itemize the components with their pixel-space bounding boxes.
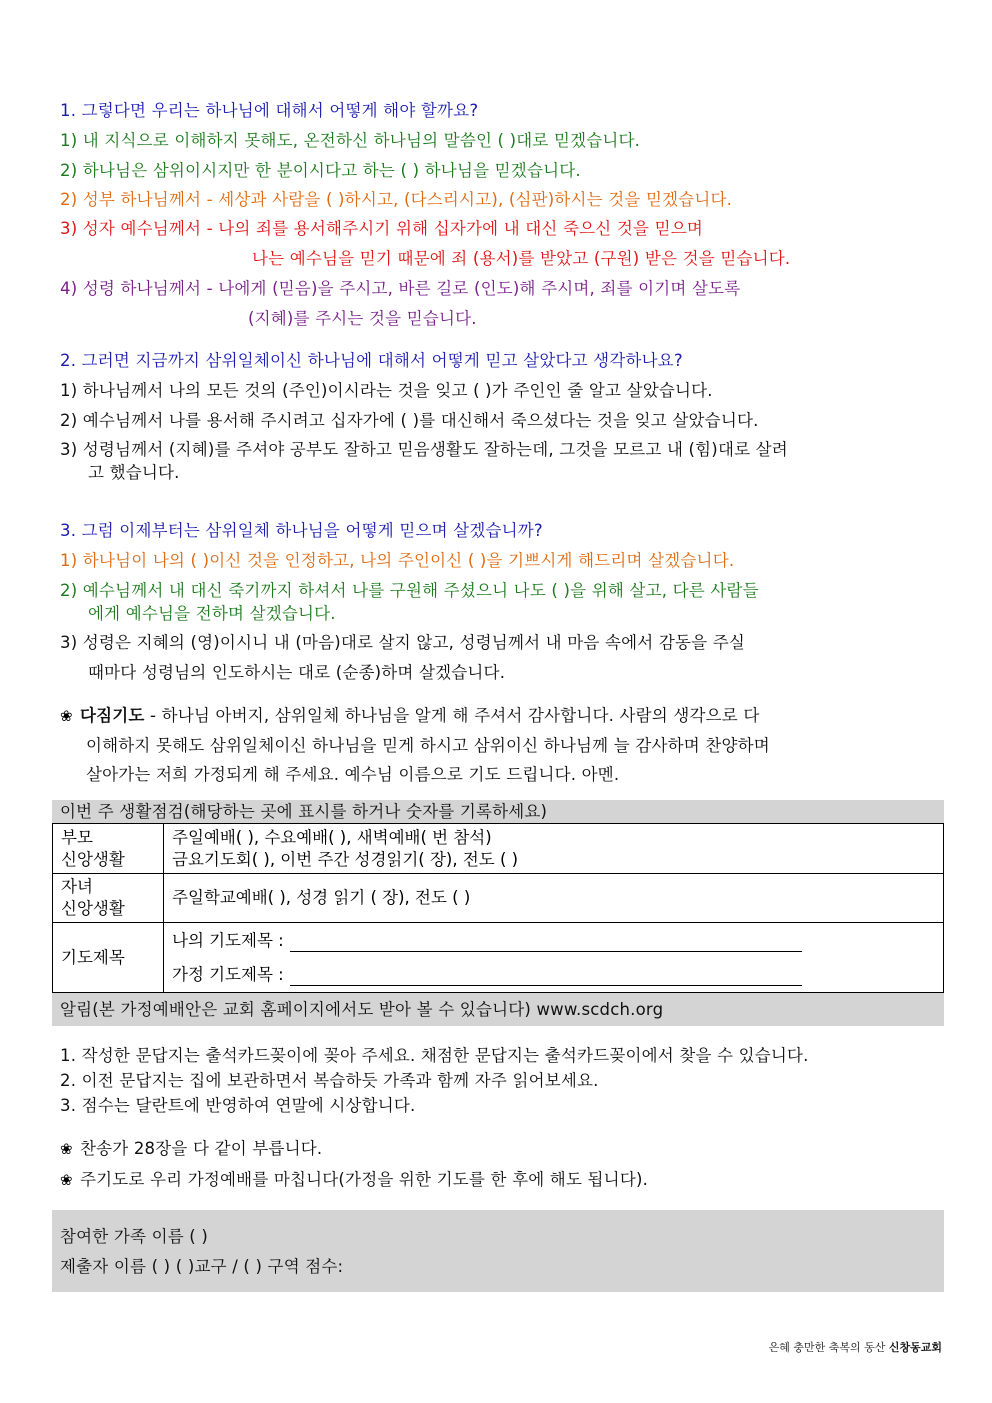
- checklist-header: [52, 800, 944, 823]
- prayer-topics-fields: [164, 923, 944, 993]
- section1-question: 1. 그렇다면 우리는 하나님에 대해서 어떻게 해야 할까요?: [60, 101, 479, 120]
- parents-fields[interactable]: [164, 824, 944, 874]
- footer-slogan: 은혜 충만한 축복의 동산: [768, 1341, 889, 1354]
- section3-answer-3-cont: 때마다 성령님의 인도하시는 대로 (순종)하며 살겠습니다.: [88, 663, 506, 682]
- parents-label: 부모 신앙생활: [53, 824, 164, 874]
- checklist-instructions: (해당하는 곳에 표시를 하거나 숫자를 기록하세요): [183, 802, 548, 821]
- my-prayer-blank[interactable]: [290, 935, 802, 952]
- section3-answer-1: 1) 하나님이 나의 ( )이신 것을 인정하고, 나의 주인이신 ( )을 기쁘시게 해드리며 살겠습니다.: [60, 551, 735, 570]
- section1-answer-2: 2) 하나님은 삼위이시지만 한 분이시다고 하는 ( ) 하나님을 믿겠습니다.: [60, 161, 581, 180]
- family-prayer-blank[interactable]: [290, 969, 802, 986]
- family-prayer-line: [172, 964, 935, 986]
- section1-answer-5-cont: (지혜)를 주시는 것을 믿습니다.: [248, 309, 477, 328]
- hymn-line: [60, 1138, 322, 1160]
- notice-title: 알림: [60, 1000, 93, 1019]
- commitment-prayer-text-1: - 하나님 아버지, 삼위일체 하나님을 알게 해 주셔서 감사합니다. 사람의 생각으로 다: [144, 706, 760, 725]
- footer: [769, 1339, 942, 1355]
- children-fields[interactable]: [164, 874, 944, 923]
- section3-answer-2: 2) 예수님께서 내 대신 죽기까지 하셔서 나를 구원해 주셨으니 나도 ( )을 위해 살고, 다른 사람들: [60, 581, 759, 600]
- children-worship-line: 주일학교예배( ), 성경 읽기 ( 장), 전도 ( ): [172, 888, 471, 907]
- notice-bar: [52, 993, 944, 1026]
- section1-answer-4-cont: 나는 예수님을 믿기 때문에 죄 (용서)를 받았고 (구원) 받은 것을 믿습니다.: [252, 249, 791, 268]
- children-label: 자녀 신앙생활: [53, 874, 164, 923]
- lords-prayer-note: (가정을 위한 기도를 한 후에 해도 됩니다).: [338, 1170, 649, 1189]
- section2-answer-1: 1) 하나님께서 나의 모든 것의 (주인)이시라는 것을 잊고 ( )가 주인인 줄 알고 살았습니다.: [60, 381, 713, 400]
- family-names-field[interactable]: 참여한 가족 이름 ( ): [60, 1227, 209, 1246]
- lords-prayer-text: 주기도로 우리 가정예배를 마칩니다: [80, 1170, 339, 1189]
- parents-worship-line: 주일예배( ), 수요예배( ), 새벽예배( 번 참석): [172, 827, 492, 847]
- church-name: 신창동교회: [888, 1341, 942, 1354]
- prayer-topics-row: [53, 923, 944, 993]
- parents-row: [53, 824, 944, 874]
- hymn-text: 찬송가 28장을 다 같이 부릅니다.: [80, 1139, 323, 1158]
- section1-answer-5: 4) 성령 하나님께서 - 나에게 (믿음)을 주시고, 바른 길로 (인도)해 주시며, 죄를 이기며 살도록: [60, 279, 741, 298]
- lords-prayer-line: [60, 1169, 648, 1191]
- flower-icon: ❀: [60, 707, 73, 725]
- checklist-title: 이번 주 생활점검: [60, 802, 184, 821]
- instruction-2: 2. 이전 문답지는 집에 보관하면서 복습하듯 가족과 함께 자주 읽어보세요.: [60, 1071, 599, 1090]
- my-prayer-label: 나의 기도제목 :: [172, 930, 284, 950]
- parents-prayer-line: 금요기도회( ), 이번 주간 성경읽기( 장), 전도 ( ): [172, 849, 519, 869]
- commitment-prayer-line-2: 이해하지 못해도 삼위일체이신 하나님을 믿게 하시고 삼위이신 하나님께 늘 감사하며 찬양하며: [86, 736, 770, 755]
- commitment-prayer-line-1: [60, 705, 760, 727]
- flower-icon: ❀: [60, 1171, 73, 1189]
- instruction-1: 1. 작성한 문답지는 출석카드꽂이에 꽂아 주세요. 채점한 문답지는 출석카드꽂이에서 찾을 수 있습니다.: [60, 1046, 809, 1065]
- section2-answer-3-cont: 고 했습니다.: [88, 463, 180, 482]
- submission-box: [52, 1210, 944, 1292]
- section3-question: 3. 그럼 이제부터는 삼위일체 하나님을 어떻게 믿으며 살겠습니까?: [60, 521, 543, 540]
- section2-answer-3: 3) 성령님께서 (지혜)를 주셔야 공부도 잘하고 믿음생활도 잘하는데, 그것을 모르고 내 (힘)대로 살려: [60, 440, 788, 459]
- prayer-topics-label: 기도제목: [53, 923, 164, 993]
- submitter-field[interactable]: 제출자 이름 ( ) ( )교구 / ( ) 구역 점수:: [60, 1257, 344, 1276]
- section3-answer-2-cont: 에게 예수님을 전하며 살겠습니다.: [88, 604, 336, 623]
- section1-answer-1: 1) 내 지식으로 이해하지 못해도, 온전하신 하나님의 말씀인 ( )대로 믿겠습니다.: [60, 131, 641, 150]
- notice-text: (본 가정예배안은 교회 홈페이지에서도 받아 볼 수 있습니다) www.scdch.org: [92, 1000, 664, 1019]
- section1-answer-3: 2) 성부 하나님께서 - 세상과 사람을 ( )하시고, (다스리시고), (심판)하시는 것을 믿겠습니다.: [60, 190, 733, 209]
- children-row: [53, 874, 944, 923]
- section3-answer-3: 3) 성령은 지혜의 (영)이시니 내 (마음)대로 살지 않고, 성령님께서 내 마음 속에서 감동을 주실: [60, 633, 745, 652]
- section1-answer-4: 3) 성자 예수님께서 - 나의 죄를 용서해주시기 위해 십자가에 내 대신 죽으신 것을 믿으며: [60, 219, 703, 238]
- my-prayer-line: [172, 930, 935, 952]
- flower-icon: ❀: [60, 1140, 73, 1158]
- commitment-prayer-line-3: 살아가는 저희 가정되게 해 주세요. 예수님 이름으로 기도 드립니다. 아멘.: [86, 765, 620, 784]
- weekly-checklist-table: [52, 823, 944, 993]
- section2-answer-2: 2) 예수님께서 나를 용서해 주시려고 십자가에 ( )를 대신해서 죽으셨다는 것을 잊고 살았습니다.: [60, 411, 759, 430]
- commitment-prayer-title: 다짐기도: [80, 706, 145, 725]
- family-prayer-label: 가정 기도제목 :: [172, 964, 284, 984]
- section2-question: 2. 그러면 지금까지 삼위일체이신 하나님에 대해서 어떻게 믿고 살았다고 생각하나요?: [60, 351, 683, 370]
- instruction-3: 3. 점수는 달란트에 반영하여 연말에 시상합니다.: [60, 1096, 416, 1115]
